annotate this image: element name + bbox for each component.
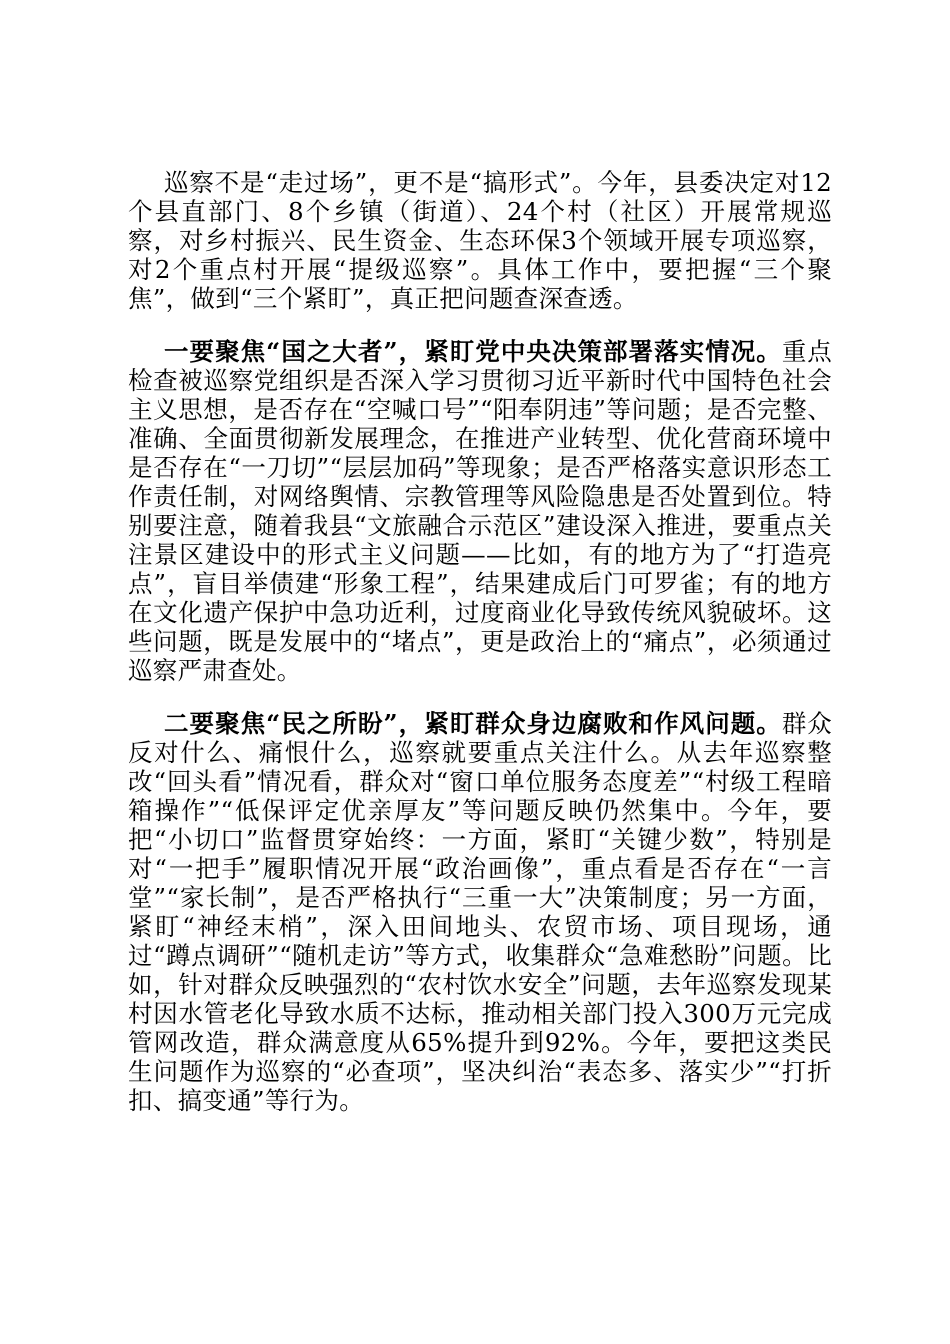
document-page [128,168,832,1115]
paragraph-gap [128,685,832,709]
section-2-body: 群众反对什么、痛恨什么，巡察就要重点关注什么。从去年巡察整改“回头看”情况看，群众对“窗口单位服务态度差”“村级工程暗箱操作”“低保评定优亲厚友”等问题反映仍然集中。今年，要把“小切口”监督贯穿始终：一方面，紧盯“关键少数”，特别是对“一把手”履职情况开展“政治画像”，重点看是否存在“一言堂”“家长制”，是否严格执行“三重一大”决策制度；另一方面，紧盯“神经末梢”，深入田间地头、农贸市场、项目现场，通过“蹲点调研”“随机走访”等方式，收集群众“急难愁盼”问题。比如，针对群众反映强烈的“农村饮水安全”问题，去年巡察发现某村因水管老化导致水质不达标，推动相关部门投入300万元完成管网改造，群众满意度从65%提升到92%。今年，要把这类民生问题作为巡察的“必查项”，坚决纠治“表态多、落实少”“打折扣、搞变通”等行为。 [128,709,832,1115]
section-1-heading: 一要聚焦“国之大者”，紧盯党中央决策部署落实情况。 [164,337,782,366]
section-1-paragraph [128,337,832,685]
section-1-body: 重点检查被巡察党组织是否深入学习贯彻习近平新时代中国特色社会主义思想，是否存在“空喊口号”“阳奉阴违”等问题；是否完整、准确、全面贯彻新发展理念，在推进产业转型、优化营商环境中是否存在“一刀切”“层层加码”等现象；是否严格落实意识形态工作责任制，对网络舆情、宗教管理等风险隐患是否处置到位。特别要注意，随着我县“文旅融合示范区”建设深入推进，要重点关注景区建设中的形式主义问题——比如，有的地方为了“打造亮点”，盲目举债建“形象工程”，结果建成后门可罗雀；有的地方在文化遗产保护中急功近利，过度商业化导致传统风貌破坏。这些问题，既是发展中的“堵点”，更是政治上的“痛点”，必须通过巡察严肃查处。 [128,337,832,685]
intro-paragraph: 巡察不是“走过场”，更不是“搞形式”。今年，县委决定对12个县直部门、8个乡镇（街道）、24个村（社区）开展常规巡察，对乡村振兴、民生资金、生态环保3个领域开展专项巡察，对2个重点村开展“提级巡察”。具体工作中，要把握“三个聚焦”，做到“三个紧盯”，真正把问题查深查透。 [128,168,833,313]
section-2-heading: 二要聚焦“民之所盼”，紧盯群众身边腐败和作风问题。 [164,709,782,738]
section-2-paragraph [128,709,832,1115]
paragraph-gap [128,313,832,337]
